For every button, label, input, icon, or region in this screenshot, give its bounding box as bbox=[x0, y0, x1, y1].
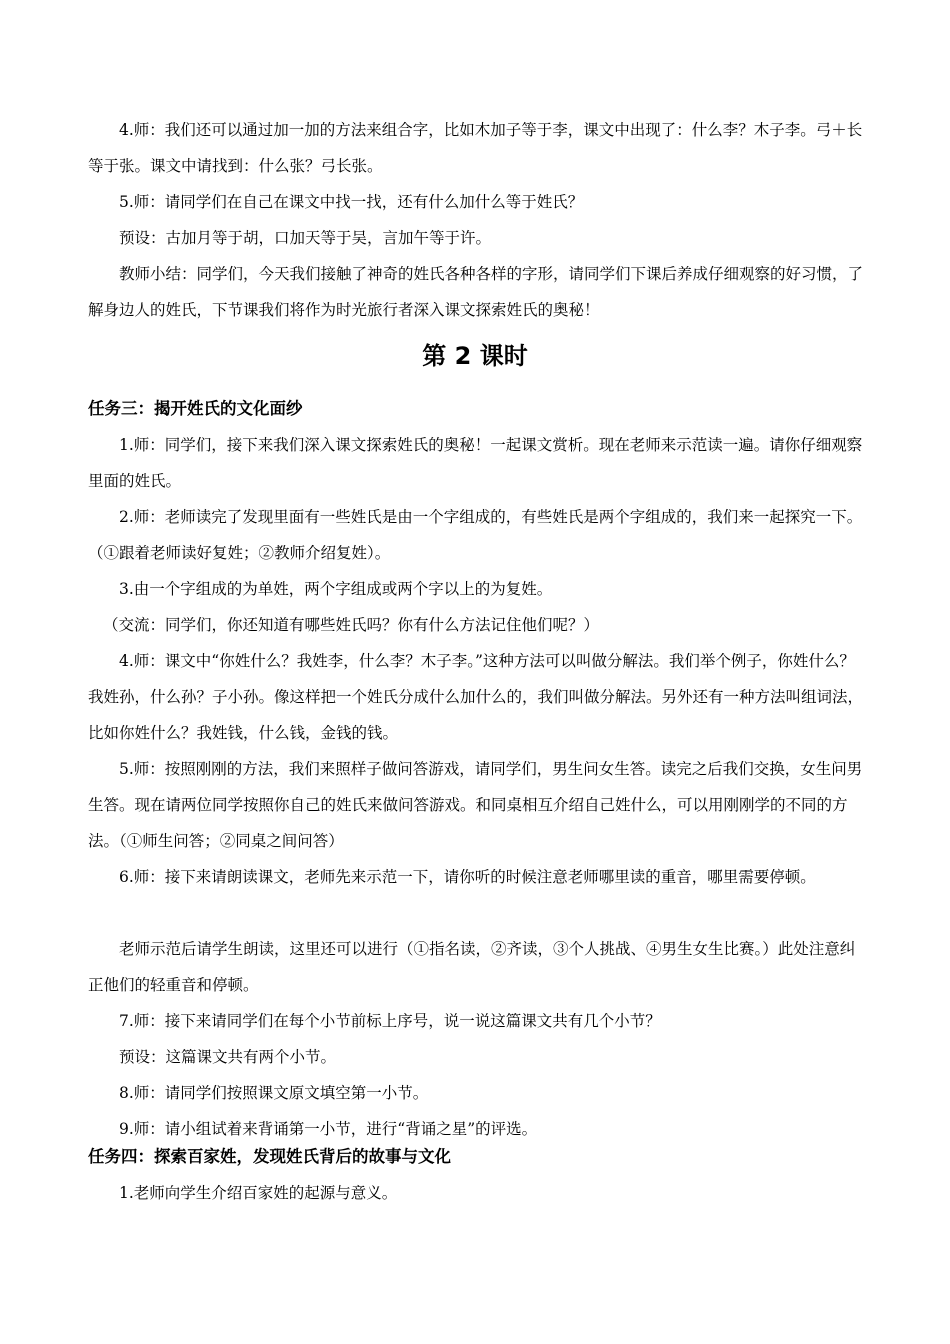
paragraph-task3-1: 1.师：同学们，接下来我们深入课文探索姓氏的奥秘！一起课文赏析。现在老师来示范读一遍。请你仔细观察里面的姓氏。 bbox=[88, 436, 863, 490]
paragraph-teacher-summary: 教师小结：同学们，今天我们接触了神奇的姓氏各种各样的字形，请同学们下课后养成仔细观察的好习惯，了解身边人的姓氏，下节课我们将作为时光旅行者深入课文探索姓氏的奥秘！ bbox=[88, 265, 864, 319]
paragraph-part1-4: 4.师：我们还可以通过加一加的方法来组合字，比如木加子等于李，课文中出现了：什么李？木子李。弓＋长等于张。课文中请找到：什么张？弓长张。 bbox=[88, 121, 863, 175]
paragraph-task3-9: 9.师：请小组试着来背诵第一小节，进行“背诵之星”的评选。 bbox=[119, 1120, 538, 1138]
lesson-2-title: 第 2 课时 bbox=[422, 342, 528, 370]
paragraph-task3-2: 2.师：老师读完了发现里面有一些姓氏是由一个字组成的，有些姓氏是两个字组成的，我们来一起探究一下。（①跟着老师读好复姓；②教师介绍复姓）。 bbox=[88, 508, 863, 562]
paragraph-task3-exchange: （交流：同学们，你还知道有哪些姓氏吗？你有什么方法记住他们呢？） bbox=[103, 616, 600, 634]
paragraph-task3-3: 3.由一个字组成的为单姓，两个字组成或两个字以上的为复姓。 bbox=[119, 580, 553, 598]
paragraph-task4-1: 1.老师向学生介绍百家姓的起源与意义。 bbox=[119, 1184, 398, 1202]
paragraph-task3-4: 4.师：课文中“你姓什么？我姓李，什么李？木子李。”这种方法可以叫做分解法。我们举个例子，你姓什么？我姓孙，什么孙？子小孙。像这样把一个姓氏分成什么加什么的，我们叫做分解法。另外还有一种方法叫组词法，比如你姓什么？我姓钱，什么钱，金钱的钱。 bbox=[88, 652, 864, 742]
paragraph-task3-7: 7.师：接下来请同学们在每个小节前标上序号，说一说这篇课文共有几个小节？ bbox=[119, 1012, 661, 1030]
paragraph-task3-6: 6.师：接下来请朗读课文，老师先来示范一下，请你听的时候注意老师哪里读的重音，哪里需要停顿。 bbox=[119, 868, 816, 886]
task-4-heading: 任务四：探索百家姓，发现姓氏背后的故事与文化 bbox=[88, 1147, 451, 1166]
task-3-heading: 任务三：揭开姓氏的文化面纱 bbox=[88, 399, 303, 418]
paragraph-task3-demo: 老师示范后请学生朗读，这里还可以进行（①指名读，②齐读，③个人挑战、④男生女生比赛。）此处注意纠正他们的轻重音和停顿。 bbox=[88, 940, 856, 994]
paragraph-task3-5: 5.师：按照刚刚的方法，我们来照样子做问答游戏，请同学们，男生问女生答。读完之后我们交换，女生问男生答。现在请两位同学按照你自己的姓氏来做问答游戏。和同桌相互介绍自己姓什么，可以用刚刚学的不同的方法。（①师生问答；②同桌之间问答） bbox=[88, 760, 863, 850]
paragraph-part1-5: 5.师：请同学们在自己在课文中找一找，还有什么加什么等于姓氏？ bbox=[119, 193, 584, 211]
paragraph-part1-preset: 预设：古加月等于胡，口加天等于吴，言加午等于许。 bbox=[119, 229, 492, 247]
paragraph-task3-preset: 预设：这篇课文共有两个小节。 bbox=[119, 1048, 337, 1066]
paragraph-task3-8: 8.师：请同学们按照课文原文填空第一小节。 bbox=[119, 1084, 429, 1102]
